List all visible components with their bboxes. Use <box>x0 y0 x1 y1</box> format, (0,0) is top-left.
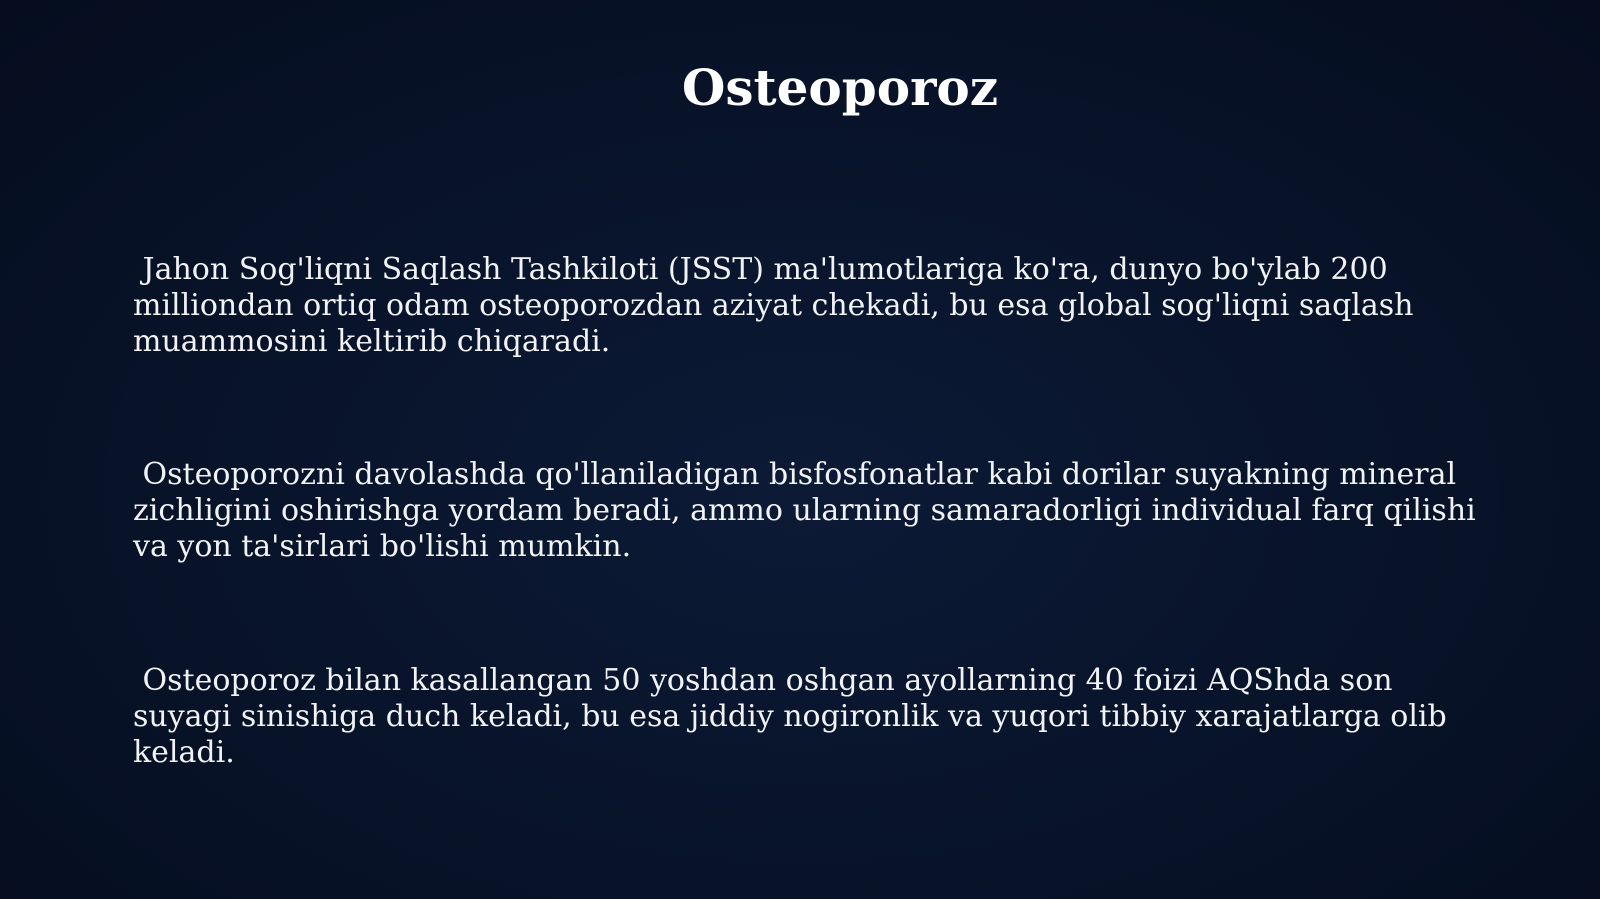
paragraph-who-statistics: Jahon Sog'liqni Saqlash Tashkiloti (JSST) ma'lumotlariga ko'ra, dunyo bo'ylab 200 milliondan ortiq odam osteoporozdan aziyat chekadi, bu esa global sog'liqni saqlash muammosini keltirib chiqaradi. <box>133 252 1424 359</box>
slide-title: Osteoporoz <box>681 58 999 117</box>
paragraph-fracture-statistics: Osteoporoz bilan kasallangan 50 yoshdan oshgan ayollarning 40 foizi AQShda son suyagi sinishiga duch keladi, bu esa jiddiy nogironlik va yuqori tibbiy xarajatlarga olib keladi. <box>133 663 1457 770</box>
paragraph-treatment: Osteoporozni davolashda qo'llaniladigan bisfosfonatlar kabi dorilar suyakning mineral zichligini oshirishga yordam beradi, ammo ularning samaradorligi individual farq qilishi va yon ta'sirlari bo'lishi mumkin. <box>133 457 1486 564</box>
